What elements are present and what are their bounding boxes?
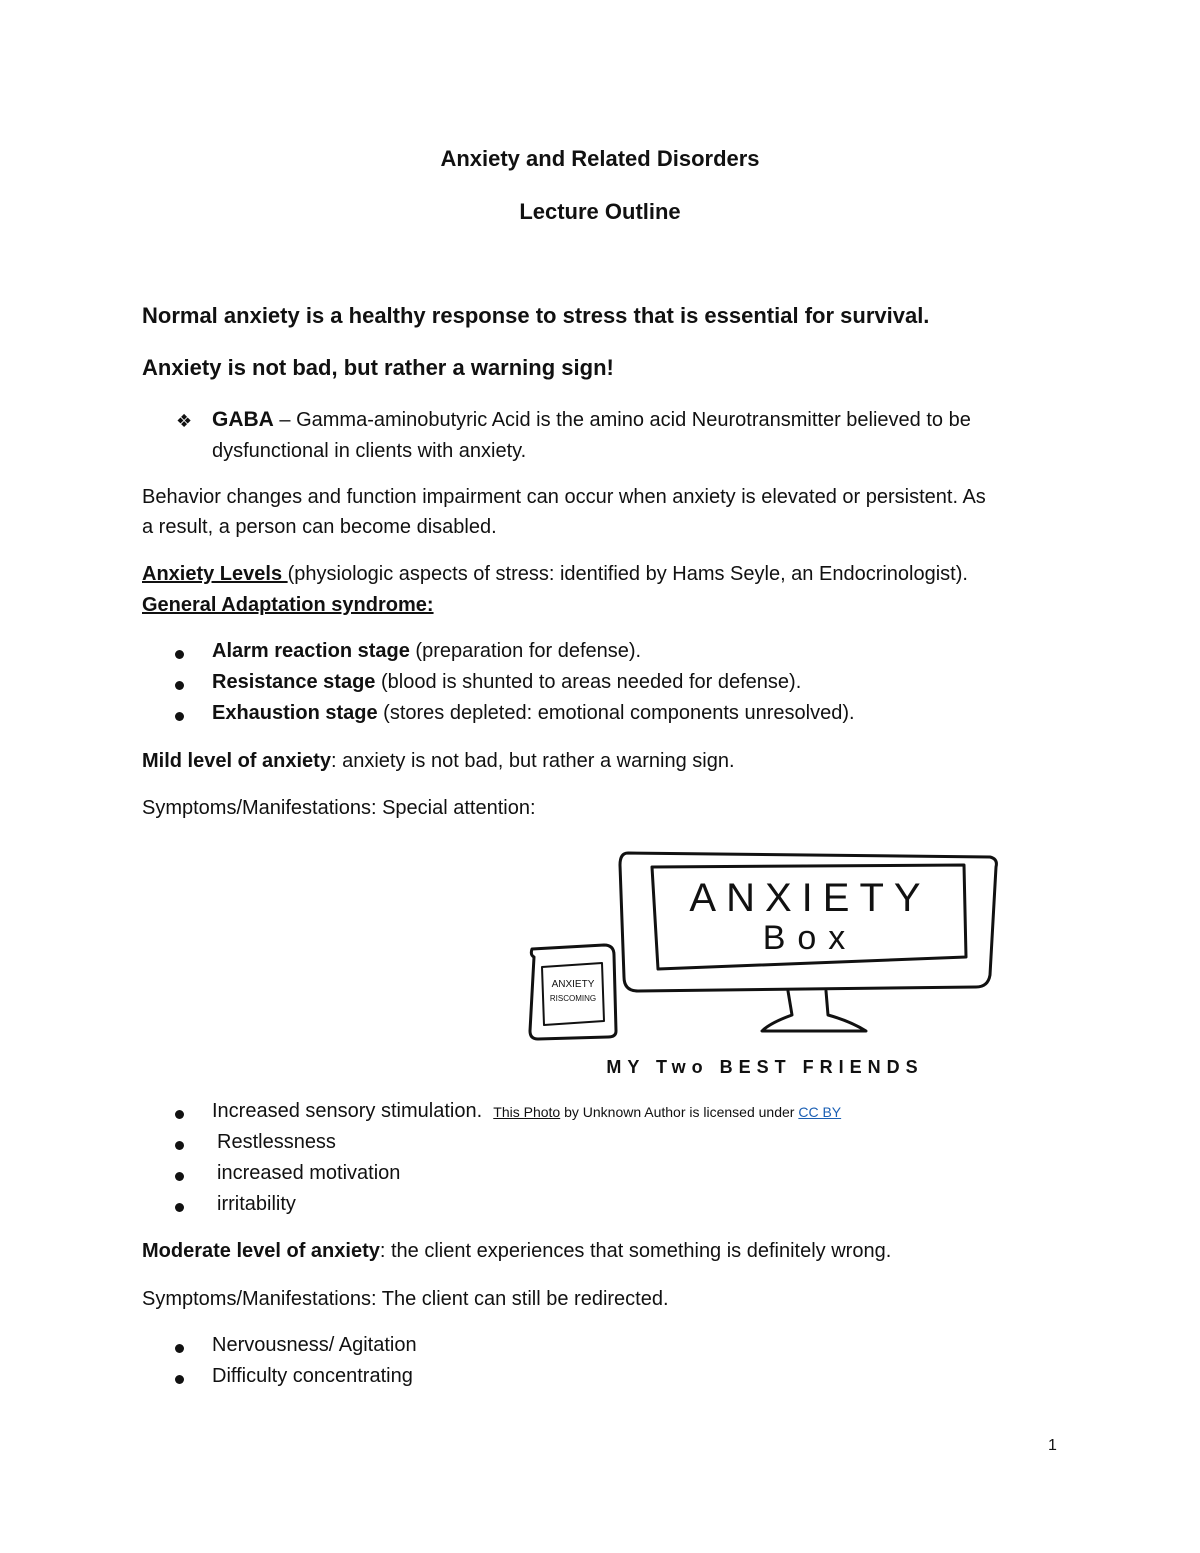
attribution-text: by Unknown Author is licensed under — [560, 1104, 799, 1120]
bullet-icon — [175, 1172, 184, 1181]
moderate-level-line — [142, 1240, 891, 1263]
bullet-icon — [175, 1110, 184, 1119]
bullet-icon — [175, 1375, 184, 1384]
intro-line-1: Normal anxiety is a healthy response to stress that is essential for survival. — [142, 303, 930, 328]
illustration-caption: MY Two BEST FRIENDS — [606, 1057, 924, 1077]
gas-heading: General Adaptation syndrome: — [142, 594, 434, 616]
gaba-line-2: dysfunctional in clients with anxiety. — [212, 440, 527, 462]
moderate-level-desc: : the client experiences that something is definitely wrong. — [379, 1240, 892, 1262]
bullet-icon — [175, 650, 184, 659]
stage-desc: (preparation for defense). — [409, 640, 642, 662]
moderate-level-term: Moderate level of anxiety — [142, 1240, 380, 1262]
anxiety-box-illustration — [520, 845, 1010, 1080]
diamond-bullet-icon: ❖ — [176, 411, 193, 432]
mild-symptom-text: Increased sensory stimulation. — [212, 1100, 483, 1122]
bullet-icon — [175, 712, 184, 721]
screen-text-1: ANXIETY — [689, 876, 931, 920]
intro-line-2: Anxiety is not bad, but rather a warning sign! — [142, 355, 614, 380]
document-title: Anxiety and Related Disorders — [440, 146, 760, 171]
gaba-line-1 — [212, 408, 971, 432]
behavior-line-2: a result, a person can become disabled. — [142, 516, 497, 538]
stage-desc: (blood is shunted to areas needed for defense). — [375, 671, 802, 693]
mild-level-desc: : anxiety is not bad, but rather a warning sign. — [330, 750, 735, 772]
mild-symptom-item: irritability — [217, 1193, 296, 1215]
stage-term: Resistance stage — [212, 671, 376, 693]
stage-alarm — [212, 640, 641, 663]
stage-exhaustion — [212, 702, 855, 725]
mild-symptoms-label: Symptoms/Manifestations: Special attention: — [142, 797, 536, 819]
phone-text-1: ANXIETY — [551, 979, 595, 990]
bullet-icon — [175, 681, 184, 690]
attribution-link[interactable]: This Photo — [493, 1104, 561, 1120]
gaba-term: GABA — [212, 408, 274, 431]
mild-level-line — [142, 750, 735, 773]
mild-symptom-item — [212, 1100, 841, 1123]
anxiety-levels-line — [142, 563, 968, 586]
page-number: 1 — [1048, 1437, 1057, 1454]
phone-text-2: RISCOMING — [549, 994, 597, 1003]
stage-resistance — [212, 671, 801, 694]
photo-attribution — [493, 1104, 841, 1120]
moderate-symptoms-label: Symptoms/Manifestations: The client can still be redirected. — [142, 1288, 669, 1310]
screen-text-2: Box — [762, 919, 858, 957]
license-link[interactable]: CC BY — [798, 1104, 842, 1120]
moderate-symptom-item: Difficulty concentrating — [212, 1365, 413, 1387]
anxiety-levels-heading: Anxiety Levels — [142, 563, 288, 585]
gaba-text: – Gamma-aminobutyric Acid is the amino acid Neurotransmitter believed to be — [273, 409, 971, 431]
behavior-line-1: Behavior changes and function impairment can occur when anxiety is elevated or persistent. As — [142, 486, 986, 508]
bullet-icon — [175, 1203, 184, 1212]
stage-term: Exhaustion stage — [212, 702, 378, 724]
stage-term: Alarm reaction stage — [212, 640, 410, 662]
bullet-icon — [175, 1141, 184, 1150]
document-subtitle: Lecture Outline — [519, 199, 681, 224]
moderate-symptom-item: Nervousness/ Agitation — [212, 1334, 417, 1356]
stage-desc: (stores depleted: emotional components unresolved). — [377, 702, 855, 724]
mild-level-term: Mild level of anxiety — [142, 750, 331, 772]
mild-symptom-item: Restlessness — [217, 1131, 336, 1153]
mild-symptom-item: increased motivation — [217, 1162, 401, 1184]
anxiety-levels-paren: (physiologic aspects of stress: identified by Hams Seyle, an Endocrinologist). — [287, 563, 968, 585]
bullet-icon — [175, 1344, 184, 1353]
